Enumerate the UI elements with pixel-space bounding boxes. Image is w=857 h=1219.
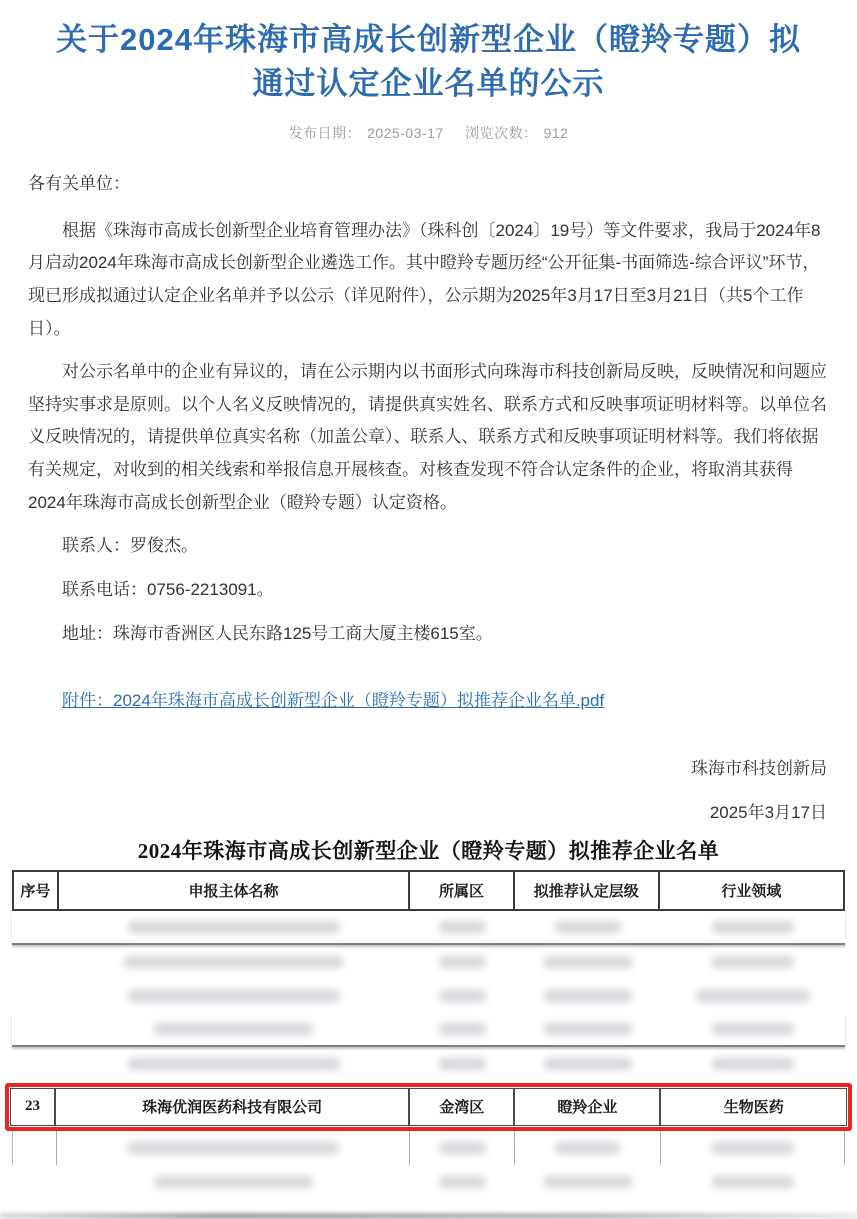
attachment-row xyxy=(28,686,829,711)
col-header-level: 拟推荐认定层级 xyxy=(515,872,660,909)
row-level: 瞪羚企业 xyxy=(515,1089,661,1125)
redacted-row xyxy=(12,1165,845,1199)
publish-date-value: 2025-03-17 xyxy=(367,125,444,142)
body-paragraph: 根据《珠海市高成长创新型企业培育管理办法》（珠科创〔2024〕19号）等文件要求，我局于2024年8月启动2024年珠海市高成长创新型企业遴选工作。其中瞪羚专题历经“公开征集-书面筛选-综合评议”环节，现已形成拟通过认定企业名单并予以公示（详见附件），公示期为2025年3月17日至3月21日（共5个工作日）。 xyxy=(28,220,821,338)
col-header-district: 所属区 xyxy=(410,872,514,909)
redacted-row xyxy=(12,1047,845,1081)
signature-agency: 珠海市科技创新局 xyxy=(691,759,827,779)
col-header-name: 申报主体名称 xyxy=(59,872,410,909)
col-header-industry: 行业领域 xyxy=(721,882,782,900)
announcement-page xyxy=(0,18,857,1152)
contact-address: 地址：珠海市香洲区人民东路125号工商大厦主楼615室。 xyxy=(62,623,493,643)
recommend-list-table xyxy=(12,870,845,1199)
redacted-row xyxy=(12,945,845,979)
col-header-no: 序号 xyxy=(14,872,59,909)
row-company-name: 珠海优润医药科技有限公司 xyxy=(56,1089,410,1125)
signature-block xyxy=(30,757,827,825)
signature-date: 2025年3月17日 xyxy=(709,802,827,822)
redacted-row xyxy=(12,979,845,1013)
contact-phone: 联系电话：0756-2213091。 xyxy=(62,579,274,599)
views-value: 912 xyxy=(543,125,569,142)
redacted-row xyxy=(12,1013,845,1047)
scan-table-title: 2024年珠海市高成长创新型企业（瞪羚专题）拟推荐企业名单 xyxy=(137,838,720,863)
highlighted-table-row xyxy=(10,1088,847,1126)
publish-date-label: 发布日期： xyxy=(288,125,362,142)
salutation: 各有关单位： xyxy=(28,174,130,194)
contact-person: 联系人：罗俊杰。 xyxy=(62,536,198,556)
scanned-table-image xyxy=(0,835,857,1219)
attachment-pdf-link[interactable]: 附件：2024年珠海市高成长创新型企业（瞪羚专题）拟推荐企业名单.pdf xyxy=(62,691,605,711)
row-district: 金湾区 xyxy=(410,1089,515,1125)
highlight-red-box xyxy=(5,1083,852,1131)
meta-line xyxy=(0,123,857,143)
row-industry: 生物医药 xyxy=(723,1100,784,1117)
scan-bottom-edge xyxy=(0,1213,857,1219)
views-label: 浏览次数： xyxy=(465,125,538,142)
body-paragraph: 对公示名单中的企业有异议的，请在公示期内以书面形式向珠海市科技创新局反映，反映情况和问题应坚持实事求是原则。以个人名义反映情况的，请提供真实姓名、联系方式和反映事项证明材料等。以单位名义反映情况的，请提供单位真实名称（加盖公章）、联系人、联系方式和反映事项证明材料等。我们将依据有关规定，对收到的相关线索和举报信息开展核查。对核查发现不符合认定条件的企业，将取消其获得2024年珠海市高成长创新型企业（瞪羚专题）认定资格。 xyxy=(28,362,827,512)
table-header-row xyxy=(12,870,845,911)
row-no: 23 xyxy=(11,1089,56,1125)
announcement-body xyxy=(28,168,829,650)
redacted-row xyxy=(12,1131,845,1165)
page-title: 关于2024年珠海市高成长创新型企业（瞪羚专题）拟通过认定企业名单的公示 xyxy=(56,22,801,102)
redacted-row xyxy=(12,911,845,945)
